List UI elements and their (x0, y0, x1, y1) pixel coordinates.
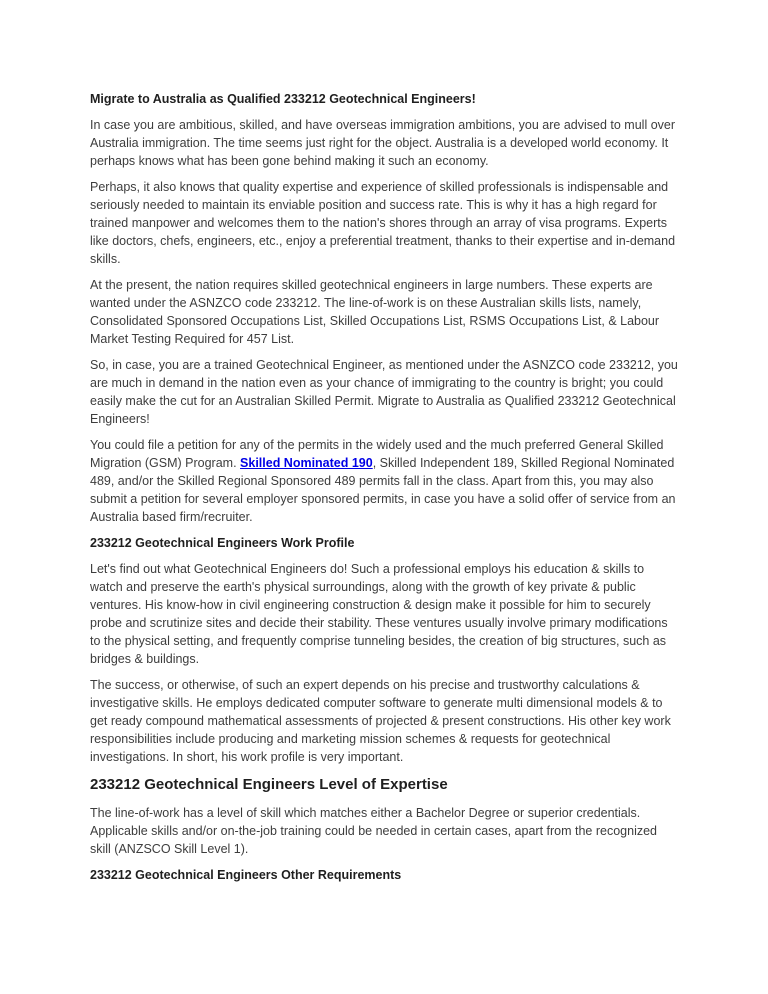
section-heading-other-requirements: 233212 Geotechnical Engineers Other Requirements (90, 868, 402, 882)
section-heading-work-profile: 233212 Geotechnical Engineers Work Profile (90, 536, 355, 550)
paragraph-permits-before: You could file a petition for any of the permits in the widely used and the much preferred General Skilled Migration (GSM) Program. (90, 438, 664, 470)
paragraph-work-profile-2: The success, or otherwise, of such an expert depends on his precise and trustworthy calculations & investigative skills. He employs dedicated computer software to generate multi dimensional models & to get ready compound mathematical assessments of projected & present constructions. His other key work responsibilities include producing and marketing mission schemes & requests for geotechnical investigations. In short, his work profile is very important. (90, 678, 671, 764)
paragraph-permits (90, 436, 678, 526)
paragraph-work-profile-1: Let's find out what Geotechnical Engineers do! Such a professional employs his education & skills to watch and preserve the earth's physical surroundings, along with the growth of key private & public ventures. His know-how in civil engineering construction & design make it possible for him to securely probe and scrutinize sites and decide their stability. These ventures usually involve primary modifications to the physical setting, and frequently comprise tunneling besides, the creation of big structures, such as bridges & buildings. (90, 562, 668, 666)
paragraph-intro-2: Perhaps, it also knows that quality expertise and experience of skilled professionals is indispensable and seriously needed to maintain its enviable position and success rate. This is why it has a high regard for trained manpower and welcomes them to the nation's shores through an array of visa programs. Experts like doctors, chefs, engineers, etc., enjoy a preferential treatment, thanks to their expertise and in-demand skills. (90, 180, 676, 266)
section-heading-level-of-expertise: 233212 Geotechnical Engineers Level of Expertise (90, 776, 448, 793)
paragraph-skills-lists: At the present, the nation requires skilled geotechnical engineers in large numbers. These experts are wanted under the ASNZCO code 233212. The line-of-work is on these Australian skills lists, namely, Consolidated Sponsored Occupations List, Skilled Occupations List, RSMS Occupations List, & Labour Market Testing Required for 457 List. (90, 278, 660, 346)
skilled-nominated-190-link[interactable]: Skilled Nominated 190 (240, 456, 373, 470)
paragraph-demand: So, in case, you are a trained Geotechnical Engineer, as mentioned under the ASNZCO code 233212, you are much in demand in the nation even as your chance of immigrating to the country is bright; you could easily make the cut for an Australian Skilled Permit. Migrate to Australia as Qualified 233212 Geotechnical Engineers! (90, 358, 678, 426)
paragraph-level-of-expertise: The line-of-work has a level of skill which matches either a Bachelor Degree or superior credentials. Applicable skills and/or on-the-job training could be needed in certain cases, apart from the recognized skill (ANZSCO Skill Level 1). (90, 806, 657, 856)
paragraph-permits-after: , Skilled Independent 189, Skilled Regional Nominated 489, and/or the Skilled Regional Sponsored 489 permits fall in the class. Apart from this, you may also submit a petition for several employer sponsored permits, in case you have a solid offer of service from an Australia based firm/recruiter. (90, 456, 676, 524)
document-title: Migrate to Australia as Qualified 233212 Geotechnical Engineers! (90, 92, 476, 106)
paragraph-intro-1: In case you are ambitious, skilled, and have overseas immigration ambitions, you are advised to mull over Australia immigration. The time seems just right for the object. Australia is a developed world economy. It perhaps knows what has been gone behind making it such an economy. (90, 118, 676, 168)
